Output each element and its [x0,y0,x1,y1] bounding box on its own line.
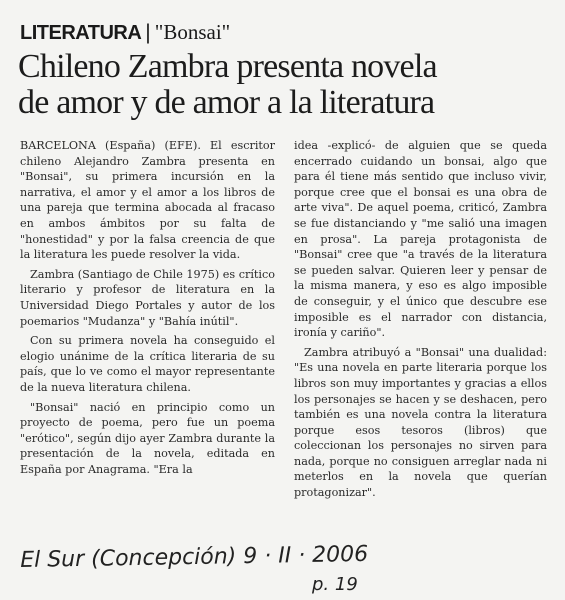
section-label: LITERATURA [20,22,142,44]
body-column-left [20,138,275,481]
headline-line-1: Chileno Zambra presenta novela [18,48,437,85]
headline [18,49,548,121]
handwritten-source-note: El Sur (Concepción) 9 · II · 2006 [20,541,369,573]
section-separator: | [145,21,151,44]
body-paragraph: idea -explicó- de alguien que se queda encerrado cuidando un bonsai, algo que para él tiene más sentido que incluso vivir, porque cree que el bonsai es una obra de arte viva". De aquel poema, criticó, Zambra se fue distanciando y "me salió una imagen en prosa". La pareja protagonista de "Bonsai" cree que "a través de la literatura se pueden salvar. Quieren leer y pensar de la misma manera, y eso es algo imposible de conseguir, y el único que descubre ese imposible es el narrador con distancia, ironía y cariño". [294,139,547,340]
kicker-label: "Bonsai" [154,20,231,44]
section-header [20,20,540,44]
handwritten-page-number: p. 19 [312,574,358,595]
body-paragraph: "Bonsai" nació en principio como un proyecto de poema, pero fue un poema "erótico", según dijo ayer Zambra durante la presentación de la novela, editada en España por Anagrama. "Era la [20,400,275,476]
headline-line-2: de amor y de amor a la literatura [18,84,435,121]
body-paragraph: Zambra atribuyó a "Bonsai" una dualidad: "Es una novela en parte literaria porque los libros son muy importantes y gracias a ellos los personajes se hacen y se deshacen, pero también es una novela contra la literatura porque esos tesoros (libros) que coleccionan los personajes no sirven para nada, porque no consiguen arreglar nada ni meterlos en la novela que querían protagonizar". [294,345,547,500]
body-paragraph: Con su primera novela ha conseguido el elogio unánime de la crítica literaria de su país, que lo ve como el mayor representante de la nueva literatura chilena. [20,334,275,394]
body-paragraph: BARCELONA (España) (EFE). El escritor chileno Alejandro Zambra presenta en "Bonsai", su primera incursión en la narrativa, el amor y el amor a los libros de una pareja que termina abocada al fracaso en ambos ámbitos por su falta de "honestidad" y por la falsa creencia de que la literatura les puede resolver la vida. [20,139,275,262]
body-paragraph: Zambra (Santiago de Chile 1975) es crítico literario y profesor de literatura en la Universidad Diego Portales y autor de los poemarios "Mudanza" y "Bahía inútil". [20,267,275,328]
body-column-right [294,138,547,505]
